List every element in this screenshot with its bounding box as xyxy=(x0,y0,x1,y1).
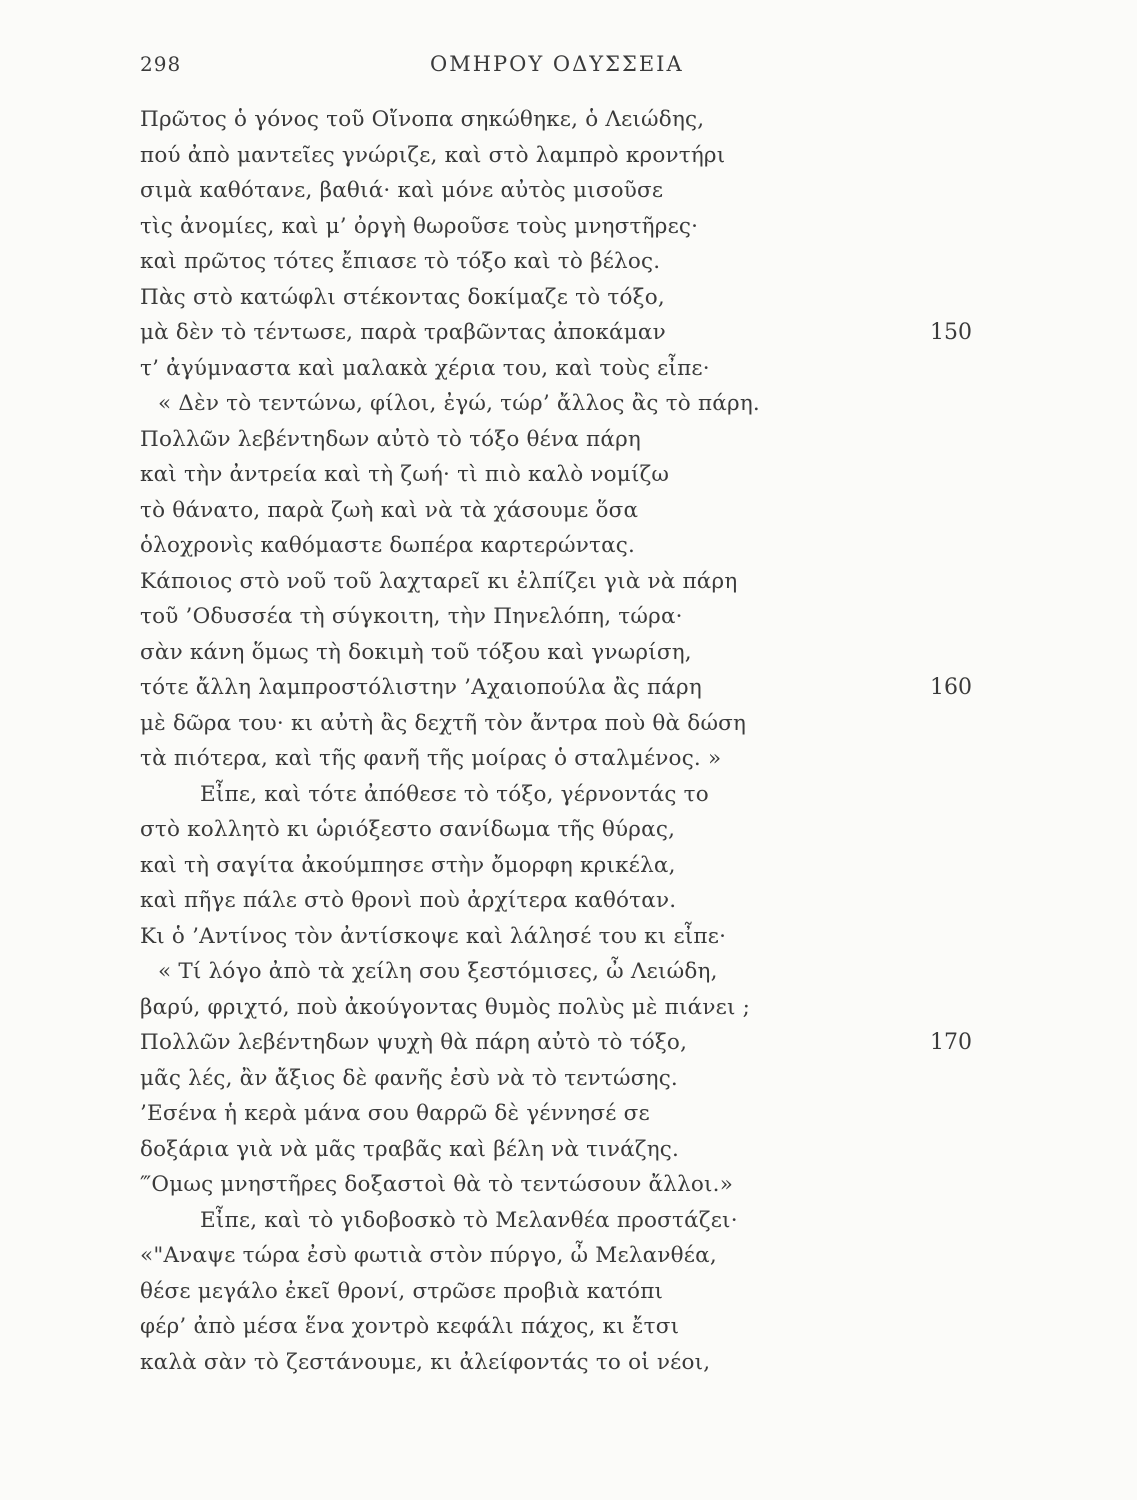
verse-line: καὶ πρῶτος τότες ἔπιασε τὸ τόξο καὶ τὸ βέλος. xyxy=(140,249,661,274)
verse-line: δοξάρια γιὰ νὰ μᾶς τραβᾶς καὶ βέλη νὰ τινάζης. xyxy=(140,1136,680,1162)
page-number: 298 xyxy=(140,52,182,76)
line-number: 170 xyxy=(930,1030,972,1055)
verse-line: καὶ πῆγε πάλε στὸ θρονὶ ποὺ ἀρχίτερα καθόταν. xyxy=(140,888,677,913)
verse-line: τότε ἄλλη λαμπροστόλιστην ’Αχαιοπούλα ἂς πάρη xyxy=(140,675,702,700)
verse-line: «"Αναψε τώρα ἐσὺ φωτιὰ στὸν πύργο, ὦ Μελανθέα, xyxy=(140,1243,717,1268)
verse-line: ὁλοχρονὶς καθόμαστε δωπέρα καρτερώντας. xyxy=(140,533,636,558)
verse-line: τὰ πιότερα, καὶ τῆς φανῆ τῆς μοίρας ὁ σταλμένος. » xyxy=(140,746,722,771)
verse-line: στὸ κολλητὸ κι ὡριόξεστο σανίδωμα τῆς θύρας, xyxy=(140,817,676,842)
verse-line: Πολλῶν λεβέντηδων ψυχὴ θὰ πάρη αὐτὸ τὸ τόξο, xyxy=(140,1030,688,1055)
verse-line: « Τί λόγο ἀπὸ τὰ χείλη σου ξεστόμισες, ὦ Λειώδη, xyxy=(158,959,718,984)
verse-line: βαρύ, φριχτό, ποὺ ἀκούγοντας θυμὸς πολὺς μὲ πιάνει ; xyxy=(140,994,751,1020)
verse-line: Πρῶτος ὁ γόνος τοῦ Οἴνοπα σηκώθηκε, ὁ Λειώδης, xyxy=(140,107,705,132)
line-number: 160 xyxy=(930,675,972,700)
verse-line: Πολλῶν λεβέντηδων αὐτὸ τὸ τόξο θένα πάρη xyxy=(140,426,642,452)
line-number: 150 xyxy=(930,320,972,345)
verse-line: καλὰ σὰν τὸ ζεστάνουμε, κι ἀλείφοντάς το οἱ νέοι, xyxy=(140,1349,711,1375)
verse-line: Εἶπε, καὶ τότε ἀπόθεσε τὸ τόξο, γέρνοντάς το xyxy=(200,781,709,807)
verse-line: σιμὰ καθότανε, βαθιά· καὶ μόνε αὐτὸς μισοῦσε xyxy=(140,178,664,203)
verse-line: μὰ δὲν τὸ τέντωσε, παρὰ τραβῶντας ἀποκάμαν xyxy=(140,320,666,345)
verse-line: τ’ ἀγύμναστα καὶ μαλακὰ χέρια του, καὶ τοὺς εἶπε· xyxy=(140,355,710,381)
verse-text xyxy=(140,102,860,1380)
page-header xyxy=(140,52,1000,82)
verse-line: Πὰς στὸ κατώφλι στέκοντας δοκίμαζε τὸ τόξο, xyxy=(140,284,665,310)
verse-line: φέρ’ ἀπὸ μέσα ἕνα χοντρὸ κεφάλι πάχος, κι ἔτσι xyxy=(140,1314,680,1339)
verse-line: Κι ὁ ’Αντίνος τὸν ἀντίσκοψε καὶ λάλησέ του κι εἶπε· xyxy=(140,923,727,949)
verse-line: τοῦ ’Οδυσσέα τὴ σύγκοιτη, τὴν Πηνελόπη, τώρα· xyxy=(140,604,683,629)
verse-line: ’Εσένα ἡ κερὰ μάνα σου θαρρῶ δὲ γέννησέ σε xyxy=(140,1101,650,1126)
verse-line: μᾶς λές, ἂν ἄξιος δὲ φανῆς ἐσὺ νὰ τὸ τεντώσης. xyxy=(140,1065,678,1091)
verse-line: μὲ δῶρα του· κι αὐτὴ ἂς δεχτῆ τὸν ἄντρα ποὺ θὰ δώση xyxy=(140,710,747,736)
verse-line: σὰν κάνη ὅμως τὴ δοκιμὴ τοῦ τόξου καὶ γνωρίση, xyxy=(140,639,692,665)
verse-line: Κάποιος στὸ νοῦ τοῦ λαχταρεῖ κι ἐλπίζει γιὰ νὰ πάρη xyxy=(140,568,738,594)
verse-line: Εἶπε, καὶ τὸ γιδοβοσκὸ τὸ Μελανθέα προστάζει· xyxy=(200,1207,738,1233)
verse-line: « Δὲν τὸ τεντώνω, φίλοι, ἐγώ, τώρ’ ἄλλος ἂς τὸ πάρη. xyxy=(158,391,760,416)
verse-line: καὶ τὴ σαγίτα ἀκούμπησε στὴν ὄμορφη κρικέλα, xyxy=(140,852,676,878)
running-title: ΟΜΗΡΟΥ ΟΔΥΣΣΕΙΑ xyxy=(430,52,684,76)
verse-line: πού ἀπὸ μαντεῖες γνώριζε, καὶ στὸ λαμπρὸ κροντήρι xyxy=(140,142,726,168)
verse-line: τὸ θάνατο, παρὰ ζωὴ καὶ νὰ τὰ χάσουμε ὅσα xyxy=(140,497,639,523)
verse-line: καὶ τὴν ἀντρεία καὶ τὴ ζωή· τὶ πιὸ καλὸ νομίζω xyxy=(140,462,670,487)
verse-line: θέσε μεγάλο ἐκεῖ θρονί, στρῶσε προβιὰ κατόπι xyxy=(140,1278,664,1304)
verse-line: ‴Ομως μνηστῆρες δοξαστοὶ θὰ τὸ τεντώσουν ἄλλοι.» xyxy=(140,1172,734,1197)
verse-line: τὶς ἀνομίες, καὶ μ’ ὀργὴ θωροῦσε τοὺς μνηστῆρες· xyxy=(140,213,699,239)
